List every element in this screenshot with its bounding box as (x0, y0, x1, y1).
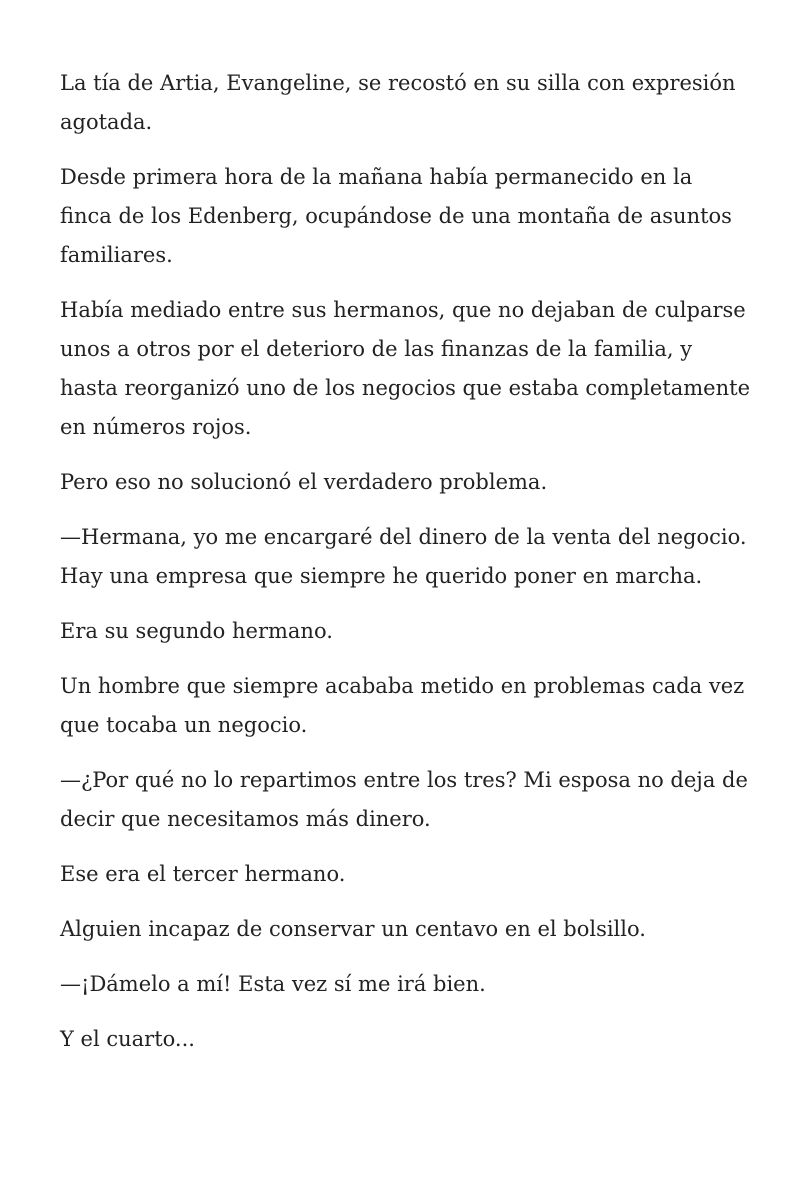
paragraph: Y el cuarto... (60, 1027, 195, 1051)
paragraph: Era su segundo hermano. (60, 619, 333, 643)
paragraph: Había mediado entre sus hermanos, que no dejaban de culparse unos a otros por el deterioro de las finanzas de la familia, y hasta reorganizó uno de los negocios que estaba completamente en números rojos. (60, 298, 750, 439)
paragraph: Un hombre que siempre acababa metido en problemas cada vez que tocaba un negocio. (60, 674, 745, 737)
dialogue-line: —Hermana, yo me encargaré del dinero de la venta del negocio. Hay una empresa que siempre he querido poner en marcha. (60, 525, 747, 588)
paragraph: Alguien incapaz de conservar un centavo en el bolsillo. (60, 917, 646, 941)
paragraph: La tía de Artia, Evangeline, se recostó en su silla con expresión agotada. (60, 71, 736, 134)
document-body (60, 64, 750, 1075)
paragraph: Pero eso no solucionó el verdadero problema. (60, 470, 548, 494)
dialogue-line: —¿Por qué no lo repartimos entre los tres? Mi esposa no deja de decir que necesitamos más dinero. (60, 768, 748, 831)
paragraph: Ese era el tercer hermano. (60, 862, 346, 886)
dialogue-line: —¡Dámelo a mí! Esta vez sí me irá bien. (60, 972, 486, 996)
paragraph: Desde primera hora de la mañana había permanecido en la finca de los Edenberg, ocupándose de una montaña de asuntos familiares. (60, 165, 732, 267)
